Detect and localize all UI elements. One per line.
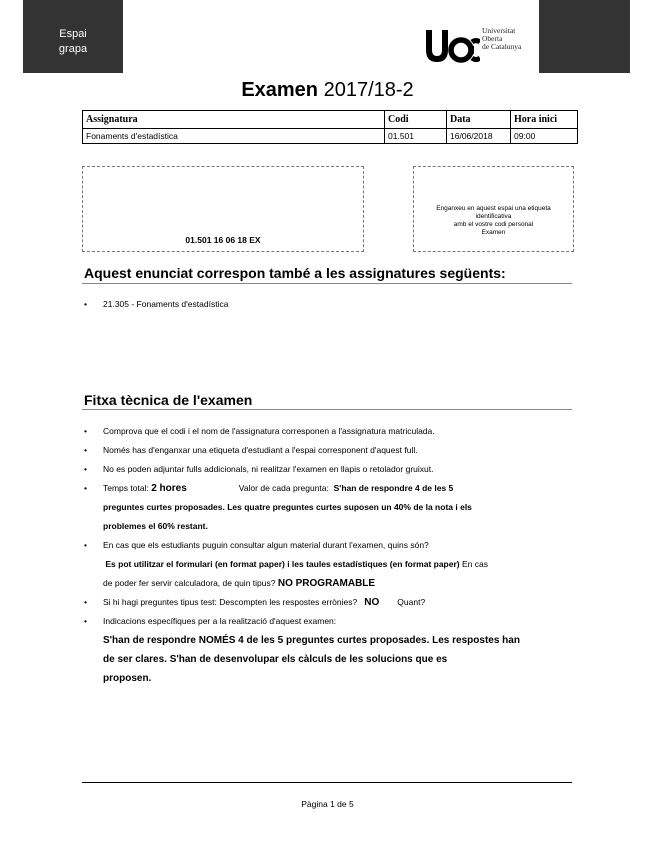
exam-code-box: [82, 166, 364, 252]
bullet-icon: •: [84, 426, 87, 436]
bullet-icon: •: [84, 445, 87, 455]
value-text: S'han de respondre 4 de les 5: [333, 483, 454, 493]
sticker-line1: Enganxeu en aquest espai una etiqueta: [436, 205, 551, 212]
header-hora: Hora inici: [511, 111, 578, 129]
cell-codi: 01.501: [385, 129, 447, 144]
list-item: [84, 422, 572, 441]
item-check-code: Comprova que el codi i el nom de l'assignatura corresponen a l'assignatura matriculada.: [103, 426, 435, 436]
title-rest: 2017/18-2: [318, 79, 414, 101]
list-item: [84, 612, 572, 688]
footer-divider: [82, 782, 572, 783]
bullet-icon: •: [84, 483, 87, 493]
calculator-answer: NO PROGRAMABLE: [277, 578, 376, 589]
section2-divider: [82, 409, 572, 410]
uoc-logo-mark-icon: [424, 26, 480, 68]
cell-hora: 09:00: [511, 129, 578, 144]
time-label: Temps total:: [103, 483, 149, 493]
uoc-logo: [424, 26, 536, 68]
university-line3: de Catalunya: [482, 42, 522, 51]
student-sticker-box[interactable]: [413, 166, 574, 252]
subject-item: 21.305 - Fonaments d'estadística: [103, 299, 229, 309]
bullet-icon: •: [84, 299, 87, 309]
test-quant: Quant?: [397, 597, 426, 607]
list-item: [84, 593, 572, 612]
test-question: Si hi hagi preguntes tipus test: Descompten les respostes errònies?: [103, 597, 358, 607]
university-line1: Universitat: [482, 26, 516, 35]
item-sticker: Només has d'enganxar una etiqueta d'estudiant a l'espai corresponent d'aquest full.: [103, 445, 418, 455]
value-text-line3: problemes el 60% restant.: [103, 521, 208, 531]
list-item: [84, 295, 572, 314]
title-bold: Examen: [241, 79, 319, 101]
header-dark-box: [539, 0, 630, 73]
table-row: [83, 129, 578, 144]
value-text-line2: preguntes curtes proposades. Les quatre preguntes curtes suposen un 40% de la nota i els: [103, 502, 472, 512]
section1-title: Aquest enunciat correspon també a les assignatures següents:: [84, 265, 506, 281]
total-time: 2 hores: [151, 483, 187, 494]
section2-title: Fitxa tècnica de l'examen: [84, 392, 253, 408]
list-item: [84, 479, 572, 536]
list-item: [84, 460, 572, 479]
exam-info-table: [82, 110, 578, 144]
cell-assignatura: Fonaments d'estadística: [83, 129, 385, 144]
page-number: Pàgina 1 de 5: [301, 799, 354, 809]
section1-divider: [82, 283, 572, 284]
section1-list: [84, 295, 572, 314]
instructions-line4: proposen.: [103, 673, 152, 684]
page-title: [0, 79, 655, 102]
list-item: [84, 441, 572, 460]
university-name: [482, 27, 521, 51]
instructions-label: Indicacions específiques per a la realització d'aquest examen:: [103, 616, 337, 626]
sticker-instructions: [418, 205, 569, 237]
header-codi: Codi: [385, 111, 447, 129]
sticker-line2: identificativa: [475, 213, 512, 220]
bullet-icon: •: [84, 540, 87, 550]
materials-question: En cas que els estudiants puguin consultar algun material durant l'examen, quins són?: [103, 540, 429, 550]
materials-rest: En cas: [459, 559, 488, 569]
bullet-icon: •: [84, 597, 87, 607]
header-data: Data: [447, 111, 511, 129]
staple-label-line2: grapa: [58, 43, 88, 55]
list-item: [84, 536, 572, 593]
bullet-icon: •: [84, 616, 87, 626]
header-assignatura: Assignatura: [83, 111, 385, 129]
instructions-line2: S'han de respondre NOMÉS 4 de les 5 preguntes curtes proposades. Les respostes han: [103, 635, 520, 646]
staple-area: [23, 0, 123, 73]
materials-answer: Es pot utilitzar el formulari (en format paper) i les taules estadístiques (en format paper): [105, 559, 460, 569]
exam-code: 01.501 16 06 18 EX: [185, 235, 261, 245]
item-no-extra-sheets: No es poden adjuntar fulls addicionals, ni realitzar l'examen en llapis o retolador gruixut.: [103, 464, 434, 474]
cell-data: 16/06/2018: [447, 129, 511, 144]
instructions-line3: de ser clares. S'han de desenvolupar els càlculs de les solucions que es: [103, 654, 448, 665]
staple-label-line1: Espai: [59, 28, 87, 40]
section2-list: [84, 422, 572, 688]
table-header-row: [83, 111, 578, 129]
sticker-line3: amb el vostre codi personal: [453, 221, 534, 228]
sticker-line4: Examen: [481, 229, 506, 236]
bullet-icon: •: [84, 464, 87, 474]
university-line2: Oberta: [482, 34, 503, 43]
calculator-question: de poder fer servir calculadora, de quin tipus?: [103, 578, 276, 588]
value-label: Valor de cada pregunta:: [238, 483, 329, 493]
test-answer: NO: [364, 597, 380, 608]
